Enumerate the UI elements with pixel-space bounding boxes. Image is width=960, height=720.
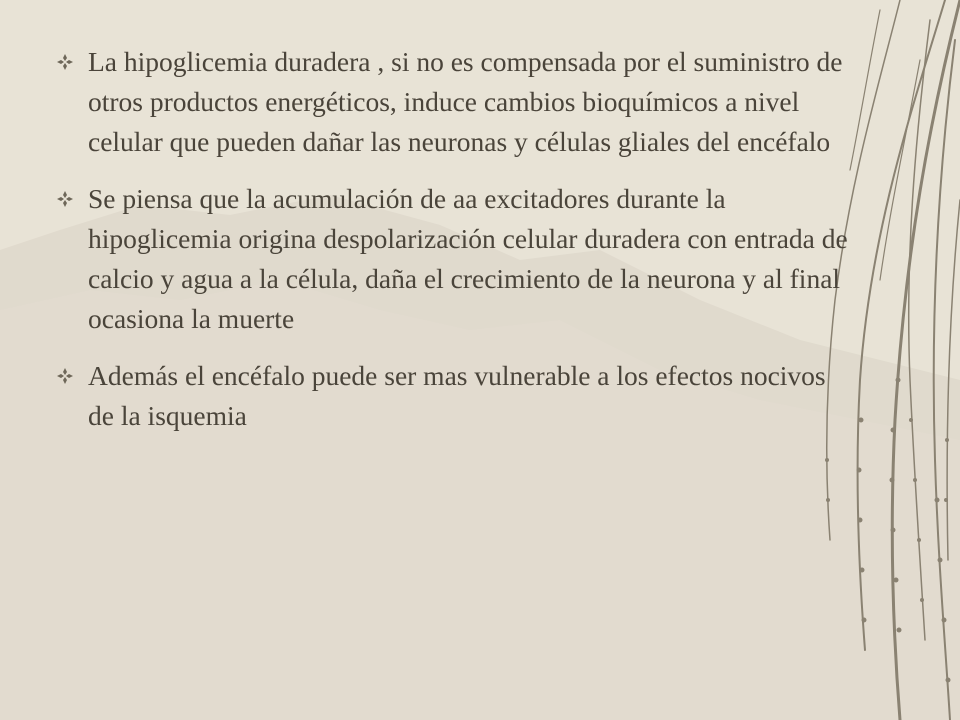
- bullet-item: [48, 356, 848, 436]
- bullet-text: La hipoglicemia duradera , si no es compensada por el suministro de otros productos energéticos, induce cambios bioquímicos a nivel celular que pueden dañar las neuronas y células gliales del encéfalo: [88, 46, 843, 157]
- bullet-text: Además el encéfalo puede ser mas vulnerable a los efectos nocivos de la isquemia: [88, 360, 826, 431]
- bullet-item: [48, 179, 848, 339]
- bullet-item: [48, 42, 848, 162]
- diamond-quad-bullet-icon: [56, 190, 74, 208]
- diamond-quad-bullet-icon: [56, 53, 74, 71]
- bullet-text: Se piensa que la acumulación de aa excitadores durante la hipoglicemia origina despolarización celular duradera con entrada de calcio y agua a la célula, daña el crecimiento de la neurona y al final ocasiona la muerte: [88, 183, 848, 334]
- bullet-list: [48, 42, 848, 453]
- diamond-quad-bullet-icon: [56, 367, 74, 385]
